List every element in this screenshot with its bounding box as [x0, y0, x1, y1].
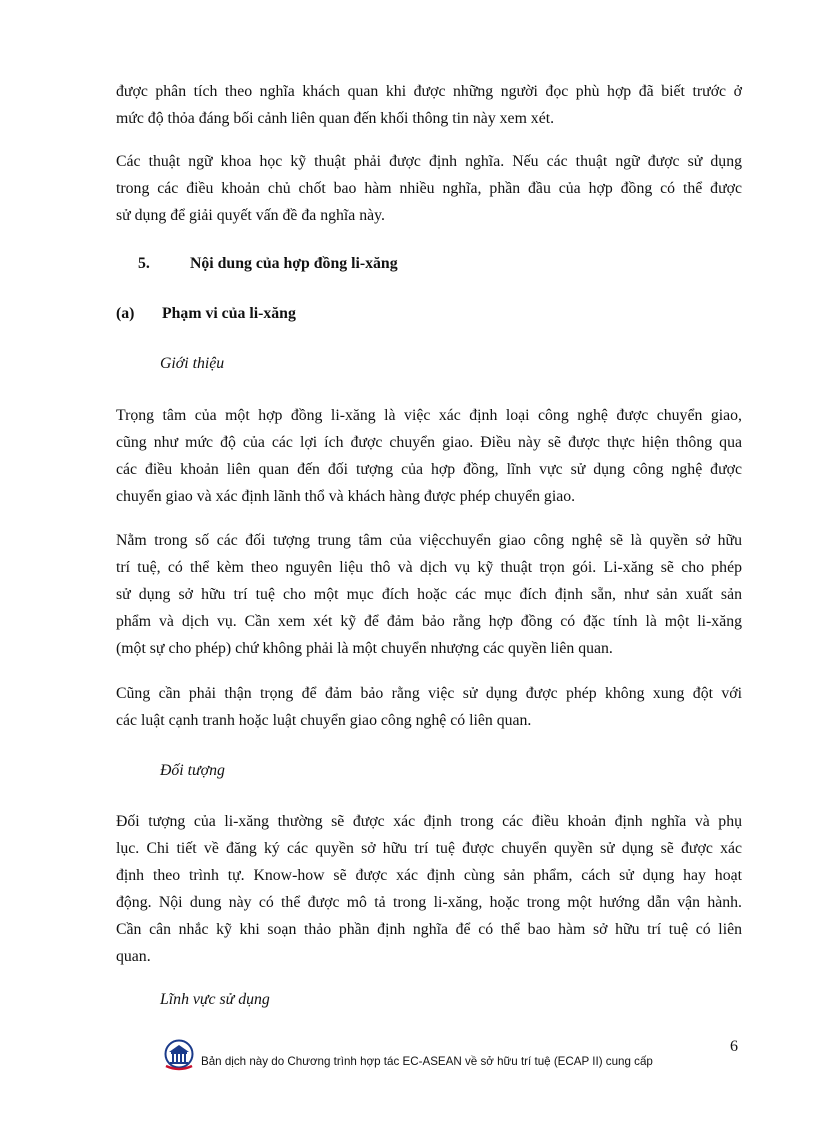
- text-line: trong các điều khoản chủ chốt bao hàm nhiều nghĩa, phần đầu của hợp đồng có thể được: [116, 180, 742, 197]
- text-line: Trọng tâm của một hợp đồng li-xăng là việc xác định loại công nghệ được chuyển giao,: [116, 407, 742, 424]
- paragraph-ip-objects: [116, 527, 742, 662]
- subheading-field-of-use: Lĩnh vực sử dụng: [160, 991, 270, 1008]
- text-line: Nằm trong số các đối tượng trung tâm của việcchuyển giao công nghệ sẽ là quyền sở hữu: [116, 532, 742, 549]
- text-line: Các thuật ngữ khoa học kỹ thuật phải được định nghĩa. Nếu các thuật ngữ được sử dụng: [116, 153, 742, 170]
- section-5-title: Nội dung của hợp đồng li-xăng: [190, 255, 398, 272]
- paragraph-continued: [116, 78, 742, 132]
- text-line: Đối tượng của li-xăng thường sẽ được xác định trong các điều khoản định nghĩa và phụ: [116, 813, 742, 830]
- subheading-intro: Giới thiệu: [160, 355, 225, 372]
- text-line: cũng như mức độ của các lợi ích được chuyển giao. Điều này sẽ được thực hiện thông qua: [116, 434, 742, 451]
- text-line: (một sự cho phép) chứ không phải là một chuyển nhượng các quyền liên quan.: [116, 640, 613, 657]
- text-line: sử dụng sở hữu trí tuệ cho một mục đích hoặc các mục đích định sẵn, như sản xuất sản: [116, 586, 742, 603]
- text-line: phẩm và dịch vụ. Cần xem xét kỹ để đảm bảo rằng hợp đồng có đặc tính là một li-xăng: [116, 613, 742, 630]
- section-a-title: Phạm vi của li-xăng: [162, 305, 296, 322]
- text-line: lục. Chi tiết về đăng ký các quyền sở hữu trí tuệ được chuyển quyền sử dụng sẽ được xác: [116, 840, 742, 857]
- text-line: động. Nội dung này có thể được mô tả trong li-xăng, hoặc trong một hướng dẫn vận hành.: [116, 894, 742, 911]
- text-line: trí tuệ, có thể kèm theo nguyên liệu thô và dịch vụ kỹ thuật trọn gói. Li-xăng sẽ cho phép: [116, 559, 742, 576]
- text-line: chuyển giao và xác định lãnh thổ và khách hàng được phép chuyển giao.: [116, 488, 576, 505]
- paragraph-terminology: [116, 148, 742, 229]
- footer-credit: Bản dịch này do Chương trình hợp tác EC-ASEAN về sở hữu trí tuệ (ECAP II) cung cấp: [201, 1055, 653, 1068]
- text-line: được phân tích theo nghĩa khách quan khi được những người đọc phù hợp đã biết trước ở: [116, 83, 742, 100]
- paragraph-focus: [116, 402, 742, 510]
- text-line: các điều khoản liên quan đến đối tượng của hợp đồng, lĩnh vực sử dụng công nghệ được: [116, 461, 742, 478]
- paragraph-caution: [116, 680, 742, 734]
- page-number: 6: [730, 1038, 738, 1055]
- text-line: sử dụng để giải quyết vấn đề đa nghĩa này.: [116, 207, 385, 224]
- text-line: quan.: [116, 948, 151, 965]
- ecap-logo-icon: [163, 1039, 195, 1073]
- subheading-subject: Đối tượng: [160, 762, 225, 779]
- section-5-number: 5.: [138, 255, 150, 272]
- text-line: mức độ thỏa đáng bối cảnh liên quan đến khối thông tin này xem xét.: [116, 110, 555, 127]
- text-line: Cũng cần phải thận trọng để đảm bảo rằng việc sử dụng được phép không xung đột với: [116, 685, 742, 702]
- section-a-number: (a): [116, 305, 135, 322]
- text-line: định theo trình tự. Know-how sẽ được xác định cùng sản phẩm, cách sử dụng hay hoạt: [116, 867, 742, 884]
- text-line: Cần cân nhắc kỹ khi soạn thảo phần định nghĩa để có thể bao hàm sở hữu trí tuệ có liên: [116, 921, 742, 938]
- paragraph-subject: [116, 808, 742, 970]
- text-line: các luật cạnh tranh hoặc luật chuyển giao công nghệ có liên quan.: [116, 712, 532, 729]
